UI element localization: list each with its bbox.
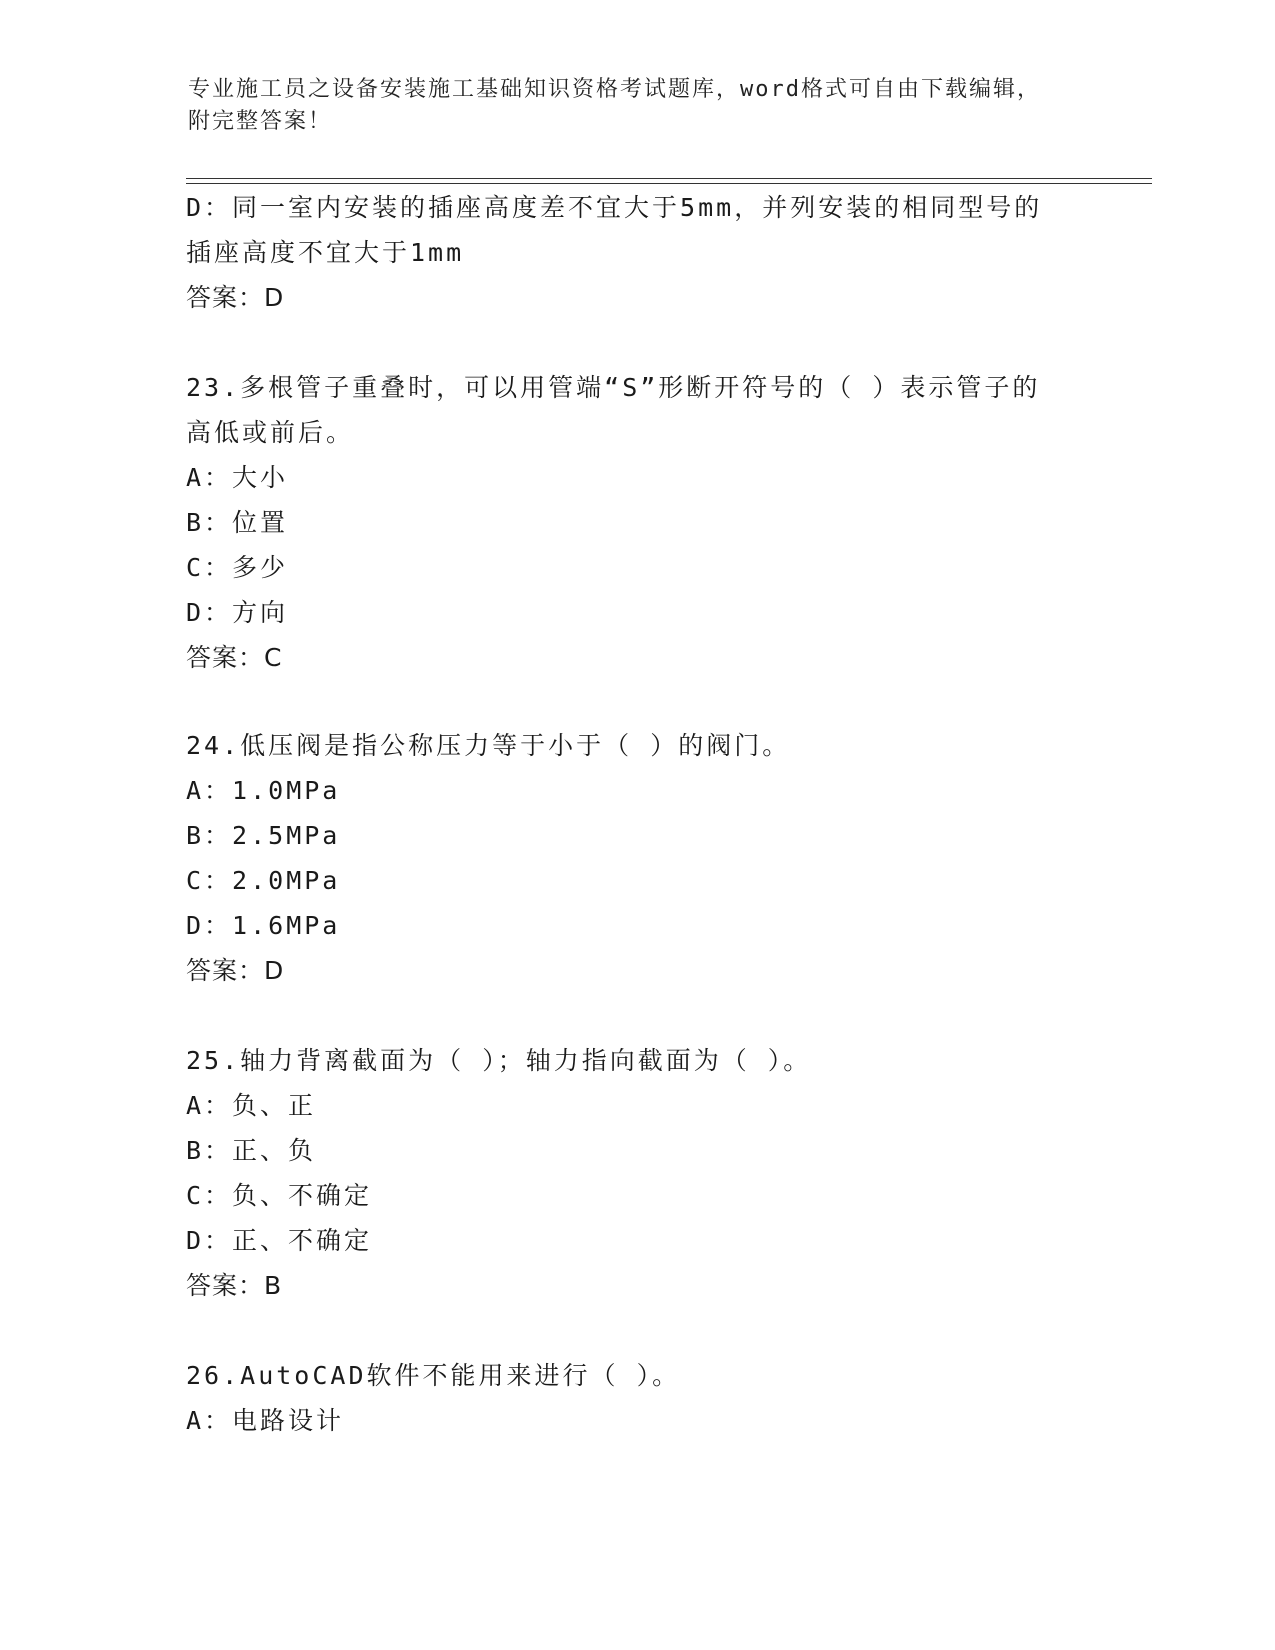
question-24: 24.低压阀是指公称压力等于小于（ ）的阀门。 — [186, 731, 791, 760]
question-23-option-a: A：大小 — [186, 463, 289, 492]
question-26: 26.AutoCAD软件不能用来进行（ ）。 — [186, 1361, 681, 1390]
option-d-text-line-2: 插座高度不宜大于1mm — [186, 238, 465, 267]
question-26-option-a: A：电路设计 — [186, 1406, 345, 1435]
document-header — [188, 74, 1068, 138]
question-23-option-c: C：多少 — [186, 553, 289, 582]
answer-24: 答案：D — [186, 956, 285, 985]
answer-23: 答案：C — [186, 643, 283, 672]
question-23-option-d: D：方向 — [186, 598, 289, 627]
question-24-option-c: C：2.0MPa — [186, 866, 341, 895]
answer-25: 答案：B — [186, 1271, 283, 1300]
question-25-option-d: D：正、不确定 — [186, 1226, 373, 1255]
header-divider-top — [186, 178, 1152, 179]
header-divider-bottom — [186, 183, 1152, 184]
header-line-2: 附完整答案！ — [188, 109, 333, 134]
question-25-option-b: B：正、负 — [186, 1136, 317, 1165]
question-23-option-b: B：位置 — [186, 508, 289, 537]
option-d-text-line-1: D：同一室内安装的插座高度差不宜大于5mm，并列安装的相同型号的 — [186, 193, 1043, 222]
question-24-option-b: B：2.5MPa — [186, 821, 341, 850]
question-25-option-a: A：负、正 — [186, 1091, 317, 1120]
question-24-option-a: A：1.0MPa — [186, 776, 341, 805]
question-25: 25.轴力背离截面为（ ）；轴力指向截面为（ ）。 — [186, 1046, 812, 1075]
question-23-line-2: 高低或前后。 — [186, 418, 355, 447]
question-23-line-1: 23.多根管子重叠时，可以用管端“S”形断开符号的（ ）表示管子的 — [186, 373, 1041, 402]
header-line-1: 专业施工员之设备安装施工基础知识资格考试题库，word格式可自由下载编辑， — [188, 77, 1041, 102]
question-24-option-d: D：1.6MPa — [186, 911, 341, 940]
question-25-option-c: C：负、不确定 — [186, 1181, 373, 1210]
answer-22: 答案：D — [186, 283, 285, 312]
